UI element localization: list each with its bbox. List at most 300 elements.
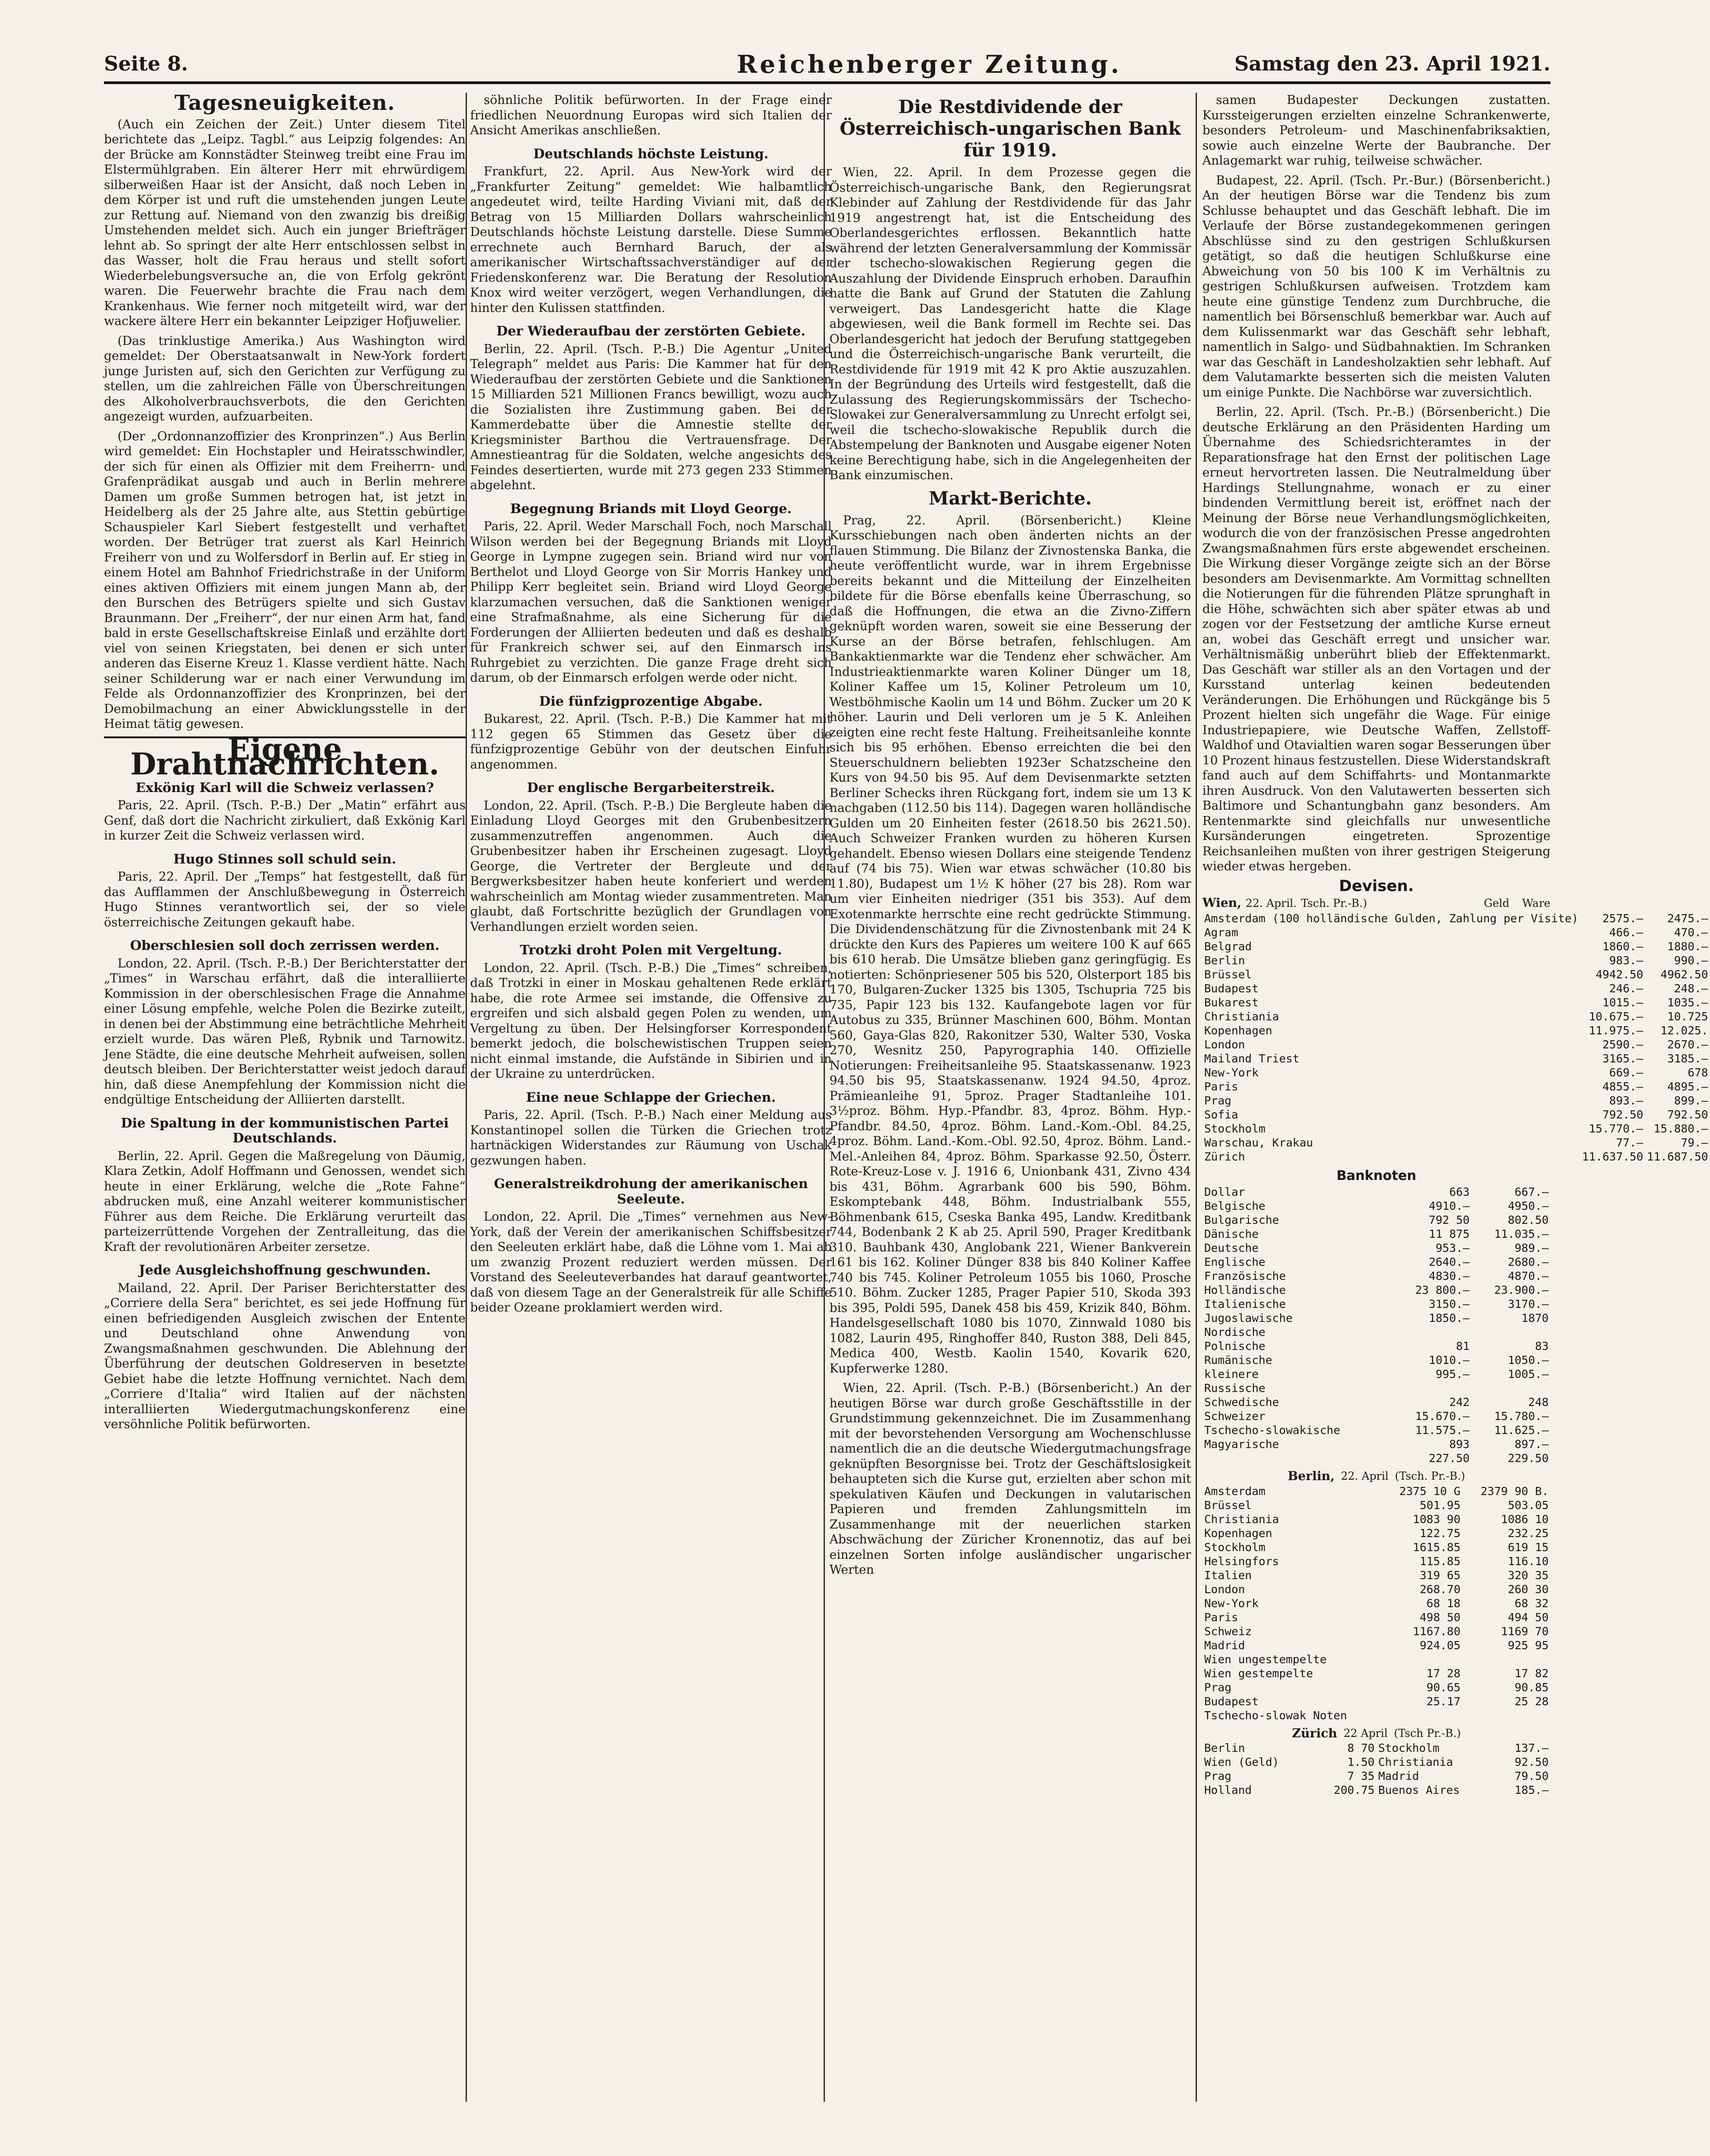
rate-value: 15.880.— (1653, 1122, 1708, 1135)
rate-label: Amsterdam (1204, 1484, 1266, 1498)
rate-value: 897.— (1514, 1438, 1549, 1451)
rate-value: 115.85 (1419, 1554, 1461, 1568)
berlin-rates-header (1202, 1469, 1550, 1484)
rate-value (1393, 1381, 1472, 1395)
rate-value: 667.— (1514, 1185, 1549, 1198)
rate-value: 1169 70 (1501, 1624, 1549, 1638)
rate-value: 1860.— (1602, 939, 1644, 953)
rate-value: 4830.— (1428, 1269, 1470, 1283)
article-paragraph: Frankfurt, 22. April. Aus New-York wird der „Frankfurter Zeitung“ gemeldet: Wie halbamtlich angedeutet wird, teilte Harding Viviani mit, daß der Betrag von 15 Milliarden Dollars wahrscheinlich Deutschlands höchste Leistung darstelle. Diese Summe errechnete auch Bernhard Baruch, der als amerikanischer Wirtschaftssachverständiger auf der Friedenskonferenz war. Die Beratung der Resolution Knox wird weiter verzögert, wegen Verhandlungen, die hinter den Kulissen stattfinden. (470, 165, 832, 315)
wien-rate-row (1202, 1094, 1710, 1108)
rate-value: 200.75 (1333, 1783, 1375, 1797)
wien-rate-row (1202, 911, 1710, 925)
rate-label: Holland (1204, 1783, 1252, 1797)
berlin-rates-source: (Tsch. Pr.-B.) (1394, 1470, 1465, 1482)
wien-rate-row (1202, 939, 1710, 953)
rate-value: 23.900.— (1494, 1283, 1549, 1297)
rate-value: 3170.— (1507, 1297, 1549, 1311)
article-paragraph: (Der „Ordonnanzoffizier des Kronprinzen“.) Aus Berlin wird gemeldet: Ein Hochstapler und Heiratsschwindler, der sich für einen als Offizier mit dem Freiherrn- und Grafenprädikat ausgab und auch in Berlin mehrere Damen um große Summen betrogen hat, ist jetzt in Heidelberg als der 25 Jahre alte, aus Stettin gebürtige Schauspieler Karl Siebert festgestellt und verhaftet worden. Der Betrüger trat zuerst als Karl Heinrich Freiherr von und zu Wolfersdorf in Berlin auf. Er stieg in einem Hotel am Bahnhof Friedrichstraße in der Uniform eines aktiven Offiziers mit einem jungen Mann ab, der den Burschen des Betrügers spielte und sich Gustav Braunmann. Der „Freiherr“, der nur einen Arm hat, fand bald in erste Gesellschaftskreise Einlaß und erzählte dort viel von seinen Kriegstaten, bei denen er sich unter anderen das Eiserne Kreuz 1. Klasse verdient hätte. Nach seiner Schilderung war er nach einer Verwundung im Felde als Ordonnanzoffizier des Kronprinzen, bei der Demobilmachung an einer Abwicklungsstelle in der Heimat tätig gewesen. (104, 429, 466, 731)
article-headline: Der Wiederaufbau der zerstörten Gebiete. (496, 323, 806, 339)
rate-value: 79.— (1681, 1136, 1708, 1149)
zurich-rate-row (1202, 1769, 1550, 1783)
article-paragraph: Paris, 22. April. Der „Temps“ hat festgestellt, daß für das Aufflammen der Anschlußbewegung in Österreich Hugo Stinnes verantwortlich sei, der so viele österreichische Zeitungen gekauft habe. (104, 870, 466, 929)
berlin-rate-row (1202, 1610, 1550, 1624)
rate-value: 77.— (1616, 1136, 1644, 1149)
rate-value: 227.50 (1428, 1452, 1470, 1465)
rate-value: 983.— (1609, 953, 1644, 967)
article-paragraph: Paris, 22. April. (Tsch. P.-B.) Der „Matin“ erfährt aus Genf, daß dort die Nachricht zirkuliert, daß Exkönig Karl in kurzer Zeit die Schweiz verlassen wird. (104, 798, 466, 843)
rate-value: 792.50 (1667, 1108, 1708, 1121)
rate-value: 989.— (1514, 1241, 1549, 1255)
rate-label: Helsingfors (1204, 1554, 1279, 1568)
article-paragraph: Berlin, 22. April. (Tsch. P.-B.) Die Agentur „United Telegraph“ meldet aus Paris: Die Kammer hat für den Wiederaufbau der zerstörten Gebiete und die Sanktionen 15 Milliarden 521 Millionen Francs bewilligt, wozu auch die Sozialisten ihre Zustimmung gaben. Bei der Kammerdebatte über die Amnestie stellte der Kriegsminister Barthou die Vertrauensfrage. Der Amnestieantrag für die Soldaten, welche angesichts des Feindes desertierten, wurde mit 273 gegen 233 Stimmen abgelehnt. (470, 342, 832, 492)
rate-value (1393, 1325, 1472, 1339)
banknote-rate-row (1202, 1325, 1550, 1339)
rate-value: 185.— (1514, 1783, 1549, 1797)
rate-value: 248.— (1674, 981, 1708, 995)
rate-value: 116.10 (1507, 1554, 1549, 1568)
section-title: Eigene Drahtnachrichten. (104, 736, 466, 772)
berlin-rate-row (1202, 1540, 1550, 1554)
berlin-rate-row (1202, 1624, 1550, 1638)
rate-value: 2379 90 B. (1480, 1484, 1549, 1498)
rate-value (1462, 1652, 1550, 1666)
rate-value: 10.725 (1667, 1010, 1708, 1023)
rate-value: 81 (1456, 1340, 1470, 1353)
banknote-rate-row (1202, 1381, 1550, 1395)
rate-value: 924.05 (1419, 1638, 1461, 1652)
rate-value: 1005.— (1507, 1368, 1549, 1381)
rate-label: Prag (1204, 1680, 1232, 1694)
berlin-rate-row (1202, 1708, 1550, 1722)
rate-value: 990.— (1674, 953, 1708, 967)
rate-value: 319 65 (1419, 1568, 1461, 1582)
banknote-rate-row (1202, 1353, 1550, 1367)
issue-date: Samstag den 23. April 1921. (1234, 52, 1550, 75)
rate-label: Buenos Aires (1378, 1783, 1460, 1797)
rate-value: 137.— (1514, 1741, 1549, 1755)
rate-label: Polnische (1204, 1340, 1266, 1353)
rate-value: 498 50 (1419, 1610, 1461, 1624)
rate-value: 925 95 (1507, 1638, 1549, 1652)
rate-label: Belgische (1204, 1199, 1266, 1212)
zurich-rates-table (1202, 1741, 1550, 1797)
rate-label: Sofia (1204, 1108, 1239, 1121)
rate-label: Schweizer (1204, 1410, 1266, 1423)
rate-value: 4895.— (1667, 1080, 1708, 1093)
rate-value: 11.575.— (1415, 1424, 1470, 1437)
rate-value: 2475.— (1667, 911, 1708, 925)
rate-value: 79.50 (1514, 1769, 1549, 1783)
banknote-rate-row (1202, 1437, 1550, 1451)
section-title: Markt-Berichte. (928, 487, 1092, 509)
rate-value: 619 15 (1507, 1540, 1549, 1554)
rate-label: Nordische (1204, 1326, 1266, 1339)
rate-value: 268.70 (1419, 1582, 1461, 1596)
rate-label: Stockholm (1378, 1741, 1440, 1755)
berlin-rate-row (1202, 1596, 1550, 1610)
rate-value: 11.687.50 (1647, 1150, 1708, 1163)
banknote-rate-row (1202, 1297, 1550, 1311)
rate-label: Brüssel (1204, 967, 1252, 981)
column-1 (104, 90, 466, 2102)
wien-rate-row (1202, 1038, 1710, 1052)
banknote-rate-row (1202, 1409, 1550, 1423)
rate-label: Tschecho-slowak Noten (1204, 1708, 1347, 1722)
rate-value: 83 (1535, 1340, 1549, 1353)
article-paragraph: Berlin, 22. April. Gegen die Maßregelung von Däumig, Klara Zetkin, Adolf Hoffmann und Genossen, wendet sich heute in einer Erklärung, welche die „Rote Fahne“ abdrucken muß, eine Anzahl weiterer kommunistischer Führer aus dem Reiche. Die Erklärung verurteilt das parteizerrüttende Vorgehen der Zentralleitung, das die Kraft der revolutionären Arbeiter zersetze. (104, 1149, 466, 1254)
rate-label: Brüssel (1204, 1498, 1252, 1512)
rate-value: 1083 90 (1413, 1512, 1461, 1526)
rate-value: 792.50 (1602, 1108, 1644, 1121)
rate-label: Stockholm (1204, 1122, 1266, 1135)
article-headline: Eine neue Schlappe der Griechen. (526, 1089, 776, 1105)
article-paragraph: Paris, 22. April. (Tsch. P.-B.) Nach einer Meldung aus Konstantinopel sollen die Türken die Griechen trotz hartnäckigen Widerstandes zur Räumung von Uschak gezwungen haben. (470, 1108, 832, 1168)
banknote-rate-row (1202, 1367, 1550, 1381)
rate-value: 2375 10 G (1399, 1484, 1461, 1498)
rate-label: Holländische (1204, 1283, 1286, 1297)
rate-label: Rumänische (1204, 1354, 1272, 1367)
rate-label: Wien gestempelte (1204, 1666, 1313, 1680)
rate-value: 2680.— (1507, 1255, 1549, 1269)
rate-label: New-York (1204, 1066, 1259, 1079)
rate-label: Berlin (1204, 953, 1245, 967)
article-paragraph: Budapest, 22. April. (Tsch. Pr.-Bur.) (Börsenbericht.) An der heutigen Börse war die Tendenz bis zum Schlusse behauptet und das Geschäft lebhaft. Die im Verlaufe der Börse zustandegekommenen geringen Abschlüsse sind zu den gestrigen Schlußkursen getätigt, so daß die heutigen Schlußkurse eine Abweichung von 50 bis 100 K im Verhältnis zu gestrigen Schlußkursen aufweisen. Trotzdem kam heute eine günstige Tendenz zum Durchbruche, die namentlich bei Börsenschluß bemerkbar war. Auch auf dem Kulissenmarkt war das Geschäft sehr lebhaft, namentlich in Salgo- und Südbahnaktien. Im Schranken war das Geschäft in Landesholzaktien sehr lebhaft. Auf dem Valutamarkte besserten sich die meisten Valuten um einige Punkte. Die Nachbörse war zuversichtlich. (1202, 173, 1550, 400)
rate-value: 792 50 (1428, 1213, 1470, 1227)
wien-rate-row (1202, 1066, 1710, 1080)
wien-rates-header (1202, 896, 1550, 911)
article-paragraph: London, 22. April. (Tsch. P.-B.) Die „Times“ schreiben, daß Trotzki in einer in Moskau gehaltenen Rede erklärt habe, die rote Armee sei imstande, die Offensive zu ergreifen und sich alsbald gegen Polen zu wenden, um Vergeltung zu üben. Der Helsingforser Korrespondent bemerkt jedoch, die bolschewistischen Truppen seien nicht einmal imstande, die Aufstände in Sibirien und in der Ukraine zu unterdrücken. (470, 961, 832, 1081)
wien-rate-row (1202, 1122, 1710, 1136)
rate-value: 953.— (1435, 1241, 1470, 1255)
devisen-title: Devisen. (1339, 877, 1414, 895)
article-paragraph: London, 22. April. (Tsch. P.-B.) Die Bergleute haben die Einladung Lloyd Georges mit den Grubenbesitzern zusammenzutreffen angenommen. Auch die Grubenbesitzer haben ihr Erscheinen zugesagt. Lloyd George, die Vertreter der Bergleute und der Bergwerksbesitzer haben heute konferiert und werden wahrscheinlich am Montag wieder zusammentreten. Man glaubt, daß Fortschritte bezüglich der Grundlagen von Verhandlungen erzielt worden seien. (470, 798, 832, 934)
rate-label: Christiania (1204, 1010, 1279, 1023)
rate-value: 7 35 (1347, 1769, 1375, 1783)
berlin-rate-row (1202, 1638, 1550, 1652)
article-paragraph: söhnliche Politik befürworten. In der Frage einer friedlichen Neuordnung Europas wird sich Italien der Ansicht Amerikas anschließen. (470, 93, 832, 137)
rate-label: Bukarest (1204, 995, 1259, 1009)
banknote-rate-row (1202, 1283, 1550, 1297)
article-headline: Exkönig Karl will die Schweiz verlassen? (136, 779, 434, 795)
column-rule (466, 93, 467, 2102)
rate-label: Kopenhagen (1204, 1024, 1272, 1037)
article-paragraph: Wien, 22. April. (Tsch. P.-B.) (Börsenbericht.) An der heutigen Börse war durch große Geschäftsstille in der Grundstimmung gekennzeichnet. Die im Zusammenhang mit der bevorstehenden Versorgung am Wochenschlusse namentlich die an die deutsche Wiedergutmachungsfrage geknüpften Besorgnisse bei. Trotz der Geschäftslosigkeit behaupteten sich die Kurse gut, erzielten aber schon mit spekulativen Käufen und Deckungen in valutarischen Papieren und fremden Zahlungsmitteln im Zusammenhange mit der neuerlichen starken Abschwächung der Züricher Kronennotiz, das auf bei einzelnen Sorten infolge ausländischer ungarischer Werten (829, 1381, 1191, 1577)
berlin-rates-date: 22. April (1341, 1470, 1389, 1482)
banknote-rate-row (1202, 1395, 1550, 1409)
article-paragraph: Paris, 22. April. Weder Marschall Foch, noch Marschall Wilson werden bei der Begegnung Briands mit Lloyd George in Lympne zugegen sein. Briand wird nur von Berthelot und Lloyd George von Sir Morris Hankey und Philipp Kerr begleitet sein. Briand wird Lloyd George klarzumachen versuchen, daß die Sanktionen weniger eine Strafmaßnahme, als eine Sicherung für die Forderungen der Alliierten bedeuten und daß es deshalb für Frankreich schwer sei, auf den Einmarsch ins Ruhrgebiet zu verzichten. Die ganze Frage dreht sich darum, ob der Einmarsch erfolgen werde oder nicht. (470, 519, 832, 685)
berlin-rate-row (1202, 1680, 1550, 1694)
rate-value: 893.— (1609, 1094, 1644, 1107)
rate-label: London (1204, 1582, 1245, 1596)
rate-value: 4910.— (1428, 1199, 1470, 1212)
rate-value: 1615.85 (1413, 1540, 1461, 1554)
wien-rate-row (1202, 925, 1710, 939)
rate-value: 663 (1449, 1185, 1470, 1198)
zurich-rates-date: 22 April (1343, 1727, 1388, 1740)
rate-value: 893 (1449, 1438, 1470, 1451)
rate-value: 4950.— (1507, 1199, 1549, 1212)
rate-value: 1035.— (1667, 995, 1708, 1009)
rate-value: 248 (1528, 1396, 1549, 1409)
rate-label: Prag (1204, 1769, 1232, 1783)
rate-value: 503.05 (1507, 1498, 1549, 1512)
rate-label: Agram (1204, 925, 1239, 939)
article-headline: Die fünfzigprozentige Abgabe. (539, 693, 763, 709)
rate-label: Mailand Triest (1204, 1052, 1300, 1065)
rate-value: 229.50 (1507, 1452, 1549, 1465)
article-paragraph: (Das trinklustige Amerika.) Aus Washington wird gemeldet: Der Oberstaatsanwalt in New-York fordert junge Juristen auf, sich den Gerichten zur Verfügung zu stellen, um die zahlreichen Fälle von Überschreitungen des Alkoholverbrauchsverbots, die den Gerichten angezeigt wurden, aufzuarbeiten. (104, 334, 466, 424)
rate-value (1383, 1708, 1462, 1722)
rate-label: kleinere (1204, 1368, 1259, 1381)
rate-value (1462, 1708, 1550, 1722)
rate-value: 1010.— (1428, 1354, 1470, 1367)
wien-rate-row (1202, 1136, 1710, 1150)
wien-rates-date: 22. April. (1245, 897, 1297, 910)
rate-label: Jugoslawische (1204, 1312, 1293, 1325)
rate-label: Kopenhagen (1204, 1526, 1272, 1540)
rate-value: 92.50 (1514, 1755, 1549, 1769)
rate-value: 669.— (1609, 1066, 1644, 1079)
column-4 (1202, 93, 1708, 2102)
article-headline: Die Restdividende der Österreichisch-ungarischen Bank für 1919. (839, 96, 1181, 161)
berlin-rate-row (1202, 1568, 1550, 1582)
rate-label: Prag (1204, 1094, 1232, 1107)
rate-value: 11.637.50 (1582, 1150, 1644, 1163)
article-headline: Begegnung Briands mit Lloyd George. (510, 500, 792, 516)
berlin-rates-title: Berlin, (1287, 1469, 1335, 1483)
rate-label: Paris (1204, 1610, 1239, 1624)
article-paragraph: (Auch ein Zeichen der Zeit.) Unter diesem Titel berichtete das „Leipz. Tagbl.“ aus Leipzig folgendes: An der Brücke am Konnstädter Steinweg treibt eine Frau im Elstermühlgraben. Ein älterer Herr mit ehrwürdigem silberweißen Haar ist der Ansicht, daß noch Leben in dem Körper ist und ruft die umstehenden jungen Leute zur Rettung auf. Niemand von den zwanzig bis dreißig Umstehenden meldet sich. Auch ein junger Briefträger lehnt ab. So springt der alte Herr entschlossen selbst in das Wasser, holt die Frau heraus und stellt sofort Wiederbelebungsversuche an, die von Erfolg gekrönt waren. Die Feuerwehr brachte die Frau nach dem Krankenhaus. Wie ferner noch mitgeteilt wird, war der wackere ältere Herr ein bekannter Leipziger Hofjuwelier. (104, 117, 466, 328)
rate-value: 4942.50 (1595, 967, 1644, 981)
rate-value: 122.75 (1419, 1526, 1461, 1540)
wien-rate-row (1202, 1052, 1710, 1066)
berlin-rate-row (1202, 1666, 1550, 1680)
rate-label: New-York (1204, 1596, 1259, 1610)
rate-label: Dollar (1204, 1185, 1245, 1198)
article-headline: Trotzki droht Polen mit Vergeltung. (519, 942, 782, 958)
rate-label: Wien ungestempelte (1204, 1652, 1327, 1666)
rate-value: 4962.50 (1660, 967, 1708, 981)
banknote-rate-row (1202, 1339, 1550, 1353)
rate-value: 2670.— (1667, 1038, 1708, 1051)
ware-column-label: Ware (1522, 897, 1550, 910)
berlin-rate-row (1202, 1554, 1550, 1568)
rate-label: Bulgarische (1204, 1213, 1279, 1227)
rate-value: 68 32 (1514, 1596, 1549, 1610)
article-paragraph: Berlin, 22. April. (Tsch. Pr.-B.) (Börsenbericht.) Die deutsche Erklärung an den Präsidenten Harding um Übernahme des Schiedsrichteramtes in der Reparationsfrage hat den Ernst der politischen Lage erneut hervortreten lassen. Die Neutralmeldung über Hardings Stellungnahme, wonach er zu einer bindenden Vermittlung bereit ist, eröffnet nach der Meinung der Börse neue Verhandlungsmöglichkeiten, wodurch die von der französischen Presse angedrohten Zwangsmaßnahmen fürs erste abgewendet erscheinen. Die Wirkung dieser Vorgänge zeigte sich an der Börse besonders am Devisenmarkte. Am Vormittag schnellten die Notierungen für die führenden Plätze sprunghaft in die Höhe, schwächten sich aber später etwas ab und zogen vor der Festsetzung der amtliche Kurse erneut an, wobei das Geschäft erregt und unsicher war. Verhältnismäßig unberührt blieb der Effektenmarkt. Das Geschäft war stiller als an den Vortagen und der Kursstand unterlag keinen bedeutenden Veränderungen. Die Erhöhungen und Rückgänge bis 5 Prozent hielten sich ungefähr die Wage. Für einige Industriepapiere, wie Deutsche Waffen, Zellstoff-Waldhof und Otavialtien waren sogar Besserungen über 10 Prozent hinaus festzustellen. Diese Widerstandskraft fand auch auf dem Schiffahrts- und Montanmarkte ihren Ausdruck. Von den Valutawerten besserten sich Baltimore und Schantungbahn ganz besonders. Am Rentenmarkte sind gleichfalls nur unwesentliche Kursänderungen eingetreten. Sprozentige Reichsanleihen mußten von ihrer gestrigen Steigerung wieder etwas hergeben. (1202, 405, 1550, 873)
rate-value: 802.50 (1507, 1213, 1549, 1227)
article-headline: Hugo Stinnes soll schuld sein. (173, 851, 396, 867)
article-headline: Deutschlands höchste Leistung. (533, 146, 769, 161)
rate-label: Zürich (1204, 1150, 1245, 1163)
wien-rates-table (1202, 911, 1710, 1164)
rate-value: 15.670.— (1415, 1410, 1470, 1423)
wien-rate-row (1202, 1150, 1710, 1164)
rate-label: Stockholm (1204, 1540, 1266, 1554)
rate-label: Berlin (1204, 1741, 1245, 1755)
wien-rate-row (1202, 1080, 1710, 1094)
rate-label (1202, 1451, 1393, 1465)
rate-label: Französische (1204, 1269, 1286, 1283)
rate-value: 11.975.— (1588, 1024, 1644, 1037)
rate-value: 2640.— (1428, 1255, 1470, 1269)
banknoten-table (1202, 1185, 1550, 1465)
banknoten-title: Banknoten (1336, 1167, 1417, 1183)
rate-value: 1167.80 (1413, 1624, 1461, 1638)
rate-label: Budapest (1204, 981, 1259, 995)
article-headline: Generalstreikdrohung der amerikanischen Seeleute. (494, 1176, 808, 1207)
article-paragraph: Prag, 22. April. (Börsenbericht.) Kleine Kursschiebungen nach oben änderten nichts an der flauen Stimmung. Die Bilanz der Zivnostenska Banka, die heute veröffentlicht wurde, war in ihrem Ergebnisse bereits bekannt und die Mitteilung der Einzelheiten bildete für die Börse ebenfalls keine Überraschung, so daß die Hoffnungen, die etwa an die Zivno-Ziffern geknüpft worden waren, soweit sie eine Besserung der Kurse an der Börse betrafen, fehlschlugen. Am Bankaktienmarkte war die Tendenz eher schwächer. Am Industrieaktienmarkte waren Koliner Dünger um 18, Koliner Kaffee um 15, Koliner Petroleum um 10, Westböhmische Kaolin um 14 und Böhm. Zucker um 20 K höher. Laurin und Deli verloren um je 5 K. Anleihen zeigten eine recht feste Haltung. Freiheitsanleihe konnte sich bis 95 erhöhen. Ebenso erreichten die bei den Steuerschuldnern beliebten 1923er Schatzscheine den Kurs von 94.50 bis 95. Auf dem Devisenmarkte setzten Berliner Schecks ihren Rückgang fort, indem sie um 13 K nachgaben (112.50 bis 114). Dagegen waren holländische Gulden um 20 Einheiten fester (2618.50 bis 2621.50). Auch Schweizer Franken wurden zu höheren Kursen gehandelt. Ebenso wiesen Dollars eine steigende Tendenz auf (74 bis 75). Wien war etwas schwächer (10.80 bis 11.80), Budapest um 1½ K höher (27 bis 28). Rom war um vier Einheiten niedriger (351 bis 353). Auf dem Exotenmarkte herrschte eine recht gedrückte Stimmung. Die Dividendenschätzung für die Zivnostenbank mit 24 K drückte den Kurs des Papieres um weitere 100 K auf 665 bis 610 herab. Die Umsätze blieben ganz geringfügig. Es notierten: Schönpriesener 505 bis 520, Olsterport 185 bis 170, Bulgaren-Zucker 1325 bis 1305, Tschupria 725 bis 735, Papir 123 bis 132. Kaufangebote lagen vor für Autobus zu 335, Brünner Maschinen 600, Böhm. Montan 560, Gaya-Glas 820, Rakonitzer 530, Walter 530, Voska 270, Wesnitz 250, Papyrographia 140. Offizielle Notierungen: Freiheitsanleihe 95. Staatskassenanw. 1923 94.50 bis 95, Staatskassenanw. 1924 94.50, 4proz. Prämieanleihe 91, 5proz. Prager Stadtanleihe 101. 3½proz. Böhm. Hyp.-Pfandbr. 83, 4proz. Böhm. Hyp.-Pfandbr. 84.50, 4proz. Böhm. Land.-Kom.-Obl. 84.25, 4proz. Böhm. Land.-Kom.-Obl. 92.50, 4proz. Böhm. Land.-Mel.-Anleihen 84, 4proz. Böhm. Sparkasse 92.50, Österr. Rote-Kreuz-Lose v. J. 1916 6, Unionbank 431, Zivno 434 bis 431, Böhm. Agrarbank 600 bis 590, Böhm. Eskomptebank 448, Böhm. Industrialbank 555, Böhmenbank 615, Cseska Banka 495, Landw. Kreditbank 744, Bodenbank 2 K ab 25. April 590, Prager Kreditbank 310. Bauhbank 430, Anglobank 221, Wiener Bankverein 161 bis 162. Koliner Dünger 838 bis 840 Koliner Kaffee 740 bis 745. Koliner Petroleum 1055 bis 1060, Prosche 510. Böhm. Zucker 1285, Prager Papier 510, Skoda 393 bis 395, Poldi 595, Danek 458 bis 459, Krizik 840, Böhm. Handelsgesellschaft 1080 bis 1070, Zinnwald 1080 bis 1082, Laurin 495, Ringhoffer 840, Ruston 388, Deli 845, Medica 400, Westb. Kaolin 1540, Kovarik 620, Kupferwerke 1280. (829, 513, 1191, 1376)
rate-label: Warschau, Krakau (1204, 1136, 1313, 1149)
rate-value: 1870 (1521, 1312, 1549, 1325)
rate-value: 320 35 (1507, 1568, 1549, 1582)
article-headline: Jede Ausgleichshoffnung geschwunden. (139, 1262, 431, 1278)
article-paragraph: London, 22. April. Die „Times“ vernehmen aus New-York, daß der Verein der amerikanischen Schiffsbesitzer den Seeleuten erklärt habe, daß die Löhne vom 1. Mai ab um zwanzig Prozent reduziert werden müssen. Der Vorstand des Seeleuteverbandes hat darauf geantwortet, daß von diesem Tage an der Generalstreik für alle Schiffe beider Ozeane proklamiert werden wird. (470, 1210, 832, 1315)
berlin-rate-row (1202, 1694, 1550, 1708)
rate-label: Madrid (1204, 1638, 1245, 1652)
rate-value: 15.770.— (1588, 1122, 1644, 1135)
rate-label: Italien (1204, 1568, 1252, 1582)
wien-rates-source: Tsch. Pr.-B.) (1301, 897, 1367, 910)
berlin-rate-row (1202, 1526, 1550, 1540)
banknote-rate-row (1202, 1185, 1550, 1199)
berlin-rate-row (1202, 1652, 1550, 1666)
zurich-rates-title: Zürich (1292, 1726, 1338, 1741)
berlin-rate-row (1202, 1498, 1550, 1512)
wien-rates-title: Wien, (1202, 896, 1242, 910)
rate-value: 10.675.— (1588, 1010, 1644, 1023)
rate-value: 8 70 (1347, 1741, 1375, 1755)
rate-value: 466.— (1609, 925, 1644, 939)
rate-value: 242 (1449, 1396, 1470, 1409)
rate-value: 470.— (1674, 925, 1708, 939)
rate-value: 1880.— (1667, 939, 1708, 953)
rate-value: 2590.— (1602, 1038, 1644, 1051)
rate-value: 246.— (1609, 981, 1644, 995)
rate-value: 3150.— (1428, 1297, 1470, 1311)
article-paragraph: Wien, 22. April. In dem Prozesse gegen die Österreichisch-ungarische Bank, den Regierungsrat Klebinder auf Zahlung der Restdividende für das Jahr 1919 angestrengt hat, ist die Entscheidung des Oberlandesgerichtes erflossen. Bekanntlich hatte während der letzten Generalversammlung der Kommissär der tschecho-slowakischen Regierung gegen die Auszahlung der Dividende Einspruch erhoben. Daraufhin hatte die Bank auf Grund der Statuten die Zahlung verweigert. Das Landesgericht hatte die Klage abgewiesen, weil die Bank formell im Rechte sei. Das Oberlandesgericht hat jedoch der Berufung stattgegeben und die Österreichisch-ungarische Bank verurteilt, die Restdividende für 1919 mit 42 K pro Aktie auszuzahlen. In der Begründung des Urteils wird festgestellt, daß die Zulassung des Regierungskommissärs der Tschecho-Slowakei zur Generalversammlung zu Unrecht erfolgt sei, weil die tschecho-slowakische Republik durch die Abstempelung der Banknoten und Ausgabe eigener Noten keine Berechtigung habe, sich in die Angelegenheiten der Bank einzumischen. (829, 165, 1191, 482)
rate-value: 1850.— (1428, 1312, 1470, 1325)
banknote-rate-row (1202, 1213, 1550, 1227)
berlin-rate-row (1202, 1484, 1550, 1498)
rate-value: 17 82 (1514, 1666, 1549, 1680)
wien-rate-row (1202, 1024, 1710, 1038)
rate-value: 1050.— (1507, 1354, 1549, 1367)
wien-rate-row (1202, 967, 1710, 981)
column-3 (829, 93, 1191, 2102)
wien-rate-row (1202, 1108, 1710, 1122)
article-paragraph: London, 22. April. (Tsch. P.-B.) Der Berichterstatter der „Times“ in Warschau erfährt, daß die interalliierte Kommission in der oberschlesischen Frage die Annahme einer Lösung empfehle, welche Polen die Bezirke zuteilt, in denen bei der Abstimmung eine beträchtliche Mehrheit erzielt wurde. Das wären Pleß, Rybnik und Tarnowitz. Jene Städte, die eine deutsche Mehrheit aufweisen, sollen deutsch bleiben. Der Berichterstatter weist jedoch darauf hin, daß diese Anempfehlung der Kommission nicht die endgültige Entscheidung der Alliierten darstellt. (104, 956, 466, 1107)
article-paragraph: Mailand, 22. April. Der Pariser Berichterstatter des „Corriere della Sera“ berichtet, es sei jede Hoffnung für einen befriedigenden Ausgleich zwischen der Entente und Deutschland ohne Anwendung von Zwangsmaßnahmen geschwunden. Die Ablehnung der Überführung der deutschen Goldreserven in besetzte Gebiet habe die letzte Hoffnung vernichtet. Nach dem „Corriere d'Italia“ wird Italien auf der nächsten interalliierten Wiedergutmachungskonferenz eine versöhnliche Politik befürworten. (104, 1281, 466, 1431)
rate-value: 15.780.— (1494, 1410, 1549, 1423)
rate-label: Amsterdam (100 holländische Gulden, Zahlung per Visite) (1204, 911, 1578, 925)
rate-value: 995.— (1435, 1368, 1470, 1381)
article-headline: Oberschlesien soll doch zerrissen werden. (130, 938, 440, 953)
rate-value: 17 28 (1426, 1666, 1461, 1680)
rate-label: Belgrad (1204, 939, 1252, 953)
rate-value: 11 875 (1428, 1227, 1470, 1241)
rate-label: London (1204, 1038, 1245, 1051)
rate-label: Paris (1204, 1080, 1239, 1093)
geld-column-label: Geld (1484, 897, 1510, 910)
rate-value: 12.025. (1660, 1024, 1708, 1037)
article-paragraph: Bukarest, 22. April. (Tsch. P.-B.) Die Kammer hat mit 112 gegen 65 Stimmen das Gesetz über die fünfzigprozentige Gebühr von der deutschen Einfuhr angenommen. (470, 712, 832, 772)
rate-label: Budapest (1204, 1694, 1259, 1708)
rate-label: Wien (Geld) (1204, 1755, 1279, 1769)
rate-value: 25.17 (1426, 1694, 1461, 1708)
rate-value: 3185.— (1667, 1052, 1708, 1065)
rate-value: 11.625.— (1494, 1424, 1549, 1437)
rate-label: Englische (1204, 1255, 1266, 1269)
rate-value: 4870.— (1507, 1269, 1549, 1283)
rate-value: 1.50 (1347, 1755, 1375, 1769)
berlin-rates-table (1202, 1484, 1550, 1722)
rate-label: Italienische (1204, 1297, 1286, 1311)
rate-value: 232.25 (1507, 1526, 1549, 1540)
rate-label: Christiania (1204, 1512, 1279, 1526)
rate-value: 1086 10 (1501, 1512, 1549, 1526)
zurich-rate-row (1202, 1741, 1550, 1755)
page-header (104, 50, 1550, 84)
rate-value: 90.65 (1426, 1680, 1461, 1694)
article-headline: Die Spaltung in der kommunistischen Partei Deutschlands. (121, 1115, 449, 1146)
rate-value: 501.95 (1419, 1498, 1461, 1512)
wien-rate-row (1202, 1010, 1710, 1024)
rate-label: Tschecho-slowakische (1204, 1424, 1341, 1437)
rate-value: 90.85 (1514, 1680, 1549, 1694)
rate-value: 494 50 (1507, 1610, 1549, 1624)
article-headline: Der englische Bergarbeiterstreik. (527, 780, 775, 795)
banknote-rate-row (1202, 1269, 1550, 1283)
zurich-rate-row (1202, 1755, 1550, 1769)
berlin-rate-row (1202, 1582, 1550, 1596)
rate-value: 11.035.— (1494, 1227, 1549, 1241)
zurich-rate-row (1202, 1783, 1550, 1797)
page-number: Seite 8. (104, 52, 188, 75)
zurich-rates-header (1202, 1726, 1550, 1741)
rate-label: Madrid (1378, 1769, 1419, 1783)
rate-value (1471, 1381, 1550, 1395)
rate-value: 3165.— (1602, 1052, 1644, 1065)
rate-label: Deutsche (1204, 1241, 1259, 1255)
article-paragraph: samen Budapester Deckungen zustatten. Kurssteigerungen erzielten einzelne Schrankenwerte, besonders Petroleum- und Maschinenfabriksaktien, sowie auch einzelne Werte der Baubranche. Der Anlagemarkt war ruhig, teilweise schwächer. (1202, 93, 1550, 168)
banknote-rate-row (1202, 1255, 1550, 1269)
rate-label: Schweiz (1204, 1624, 1252, 1638)
rate-value (1383, 1652, 1462, 1666)
wien-rate-row (1202, 953, 1710, 967)
rate-label: Christiania (1378, 1755, 1453, 1769)
rate-value (1471, 1325, 1550, 1339)
rate-label: Dänische (1204, 1227, 1259, 1241)
rate-label: Schwedische (1204, 1396, 1279, 1409)
rate-value: 25 28 (1514, 1694, 1549, 1708)
banknote-rate-row (1202, 1451, 1550, 1465)
rate-value: 2575.— (1602, 911, 1644, 925)
masthead: Reichenberger Zeitung. (737, 50, 1122, 79)
rate-value: 1015.— (1602, 995, 1644, 1009)
rate-value: 68 18 (1426, 1596, 1461, 1610)
rate-value: 4855.— (1602, 1080, 1644, 1093)
rate-value: 678 (1687, 1066, 1708, 1079)
rate-value: 23 800.— (1415, 1283, 1470, 1297)
banknote-rate-row (1202, 1311, 1550, 1325)
wien-rate-row (1202, 995, 1710, 1010)
banknote-rate-row (1202, 1199, 1550, 1213)
zurich-rates-source: (Tsch Pr.-B.) (1394, 1727, 1461, 1740)
section-title: Tagesneuigkeiten. (174, 90, 396, 115)
banknote-rate-row (1202, 1227, 1550, 1241)
